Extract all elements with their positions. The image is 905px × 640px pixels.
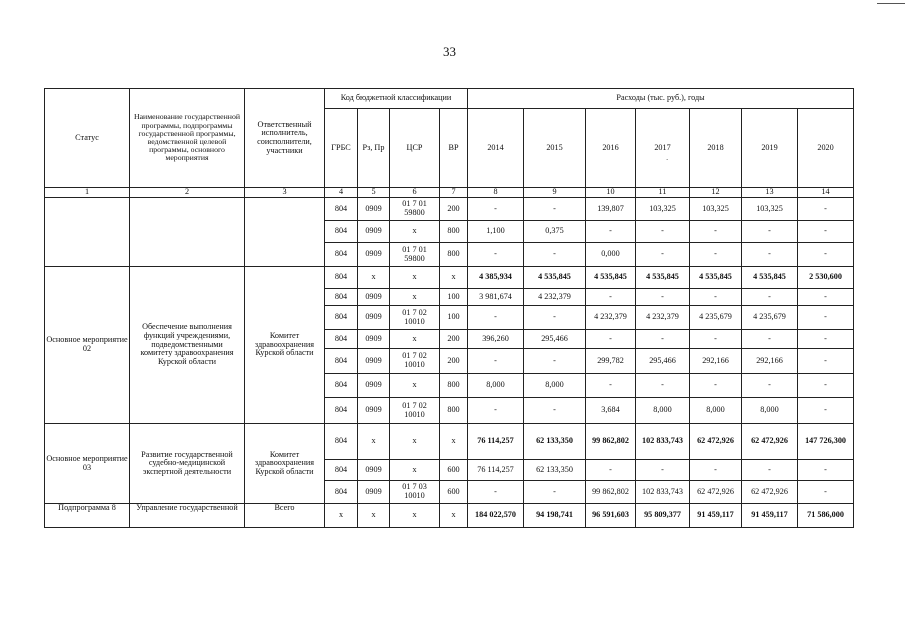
header-year: 2020: [798, 109, 854, 188]
value-cell: 103,325: [742, 198, 798, 221]
value-cell: -: [468, 243, 524, 267]
rzpr-cell: 0909: [358, 398, 390, 424]
value-cell: 292,166: [742, 349, 798, 374]
header-budget-code: Код бюджетной классификации: [325, 89, 468, 109]
header-name: Наименование государственной программы, подпрограммы государственной программы, ведомственной целевой программы, основного мероприятия: [130, 89, 245, 188]
col-number: 5: [358, 188, 390, 198]
value-cell: -: [636, 289, 690, 306]
grbs-cell: 804: [325, 243, 358, 267]
value-cell: -: [798, 460, 854, 481]
col-number: 7: [440, 188, 468, 198]
csr-cell: 01 7 01 59800: [390, 198, 440, 221]
value-cell: -: [742, 289, 798, 306]
col-number: 3: [245, 188, 325, 198]
value-cell: -: [742, 221, 798, 243]
value-cell: 102 833,743: [636, 424, 690, 460]
csr-cell: х: [390, 374, 440, 398]
value-cell: -: [586, 374, 636, 398]
top-edge-line: [877, 3, 905, 4]
header-executor: Ответственный исполнитель, соисполнители, участники: [245, 89, 325, 188]
tick-mark: `: [666, 158, 669, 166]
value-cell: 4 535,845: [690, 267, 742, 289]
value-cell: 4 535,845: [586, 267, 636, 289]
rzpr-cell: 0909: [358, 289, 390, 306]
rzpr-cell: 0909: [358, 374, 390, 398]
rzpr-cell: 0909: [358, 349, 390, 374]
grbs-cell: 804: [325, 330, 358, 349]
grbs-cell: х: [325, 504, 358, 528]
vr-cell: 200: [440, 330, 468, 349]
col-number: 13: [742, 188, 798, 198]
vr-cell: 100: [440, 289, 468, 306]
value-cell: 8,000: [524, 374, 586, 398]
csr-cell: 01 7 02 10010: [390, 306, 440, 330]
value-cell: -: [798, 289, 854, 306]
grbs-cell: 804: [325, 460, 358, 481]
value-cell: -: [524, 243, 586, 267]
value-cell: -: [798, 306, 854, 330]
value-cell: -: [798, 221, 854, 243]
value-cell: -: [742, 243, 798, 267]
csr-cell: х: [390, 504, 440, 528]
header-status: Статус: [45, 89, 130, 188]
value-cell: 292,166: [690, 349, 742, 374]
value-cell: -: [798, 374, 854, 398]
vr-cell: х: [440, 424, 468, 460]
value-cell: -: [690, 243, 742, 267]
value-cell: 62 133,350: [524, 460, 586, 481]
col-number: 2: [130, 188, 245, 198]
executor-cell-empty: [245, 198, 325, 267]
col-number: 9: [524, 188, 586, 198]
value-cell: 147 726,300: [798, 424, 854, 460]
value-cell: -: [690, 374, 742, 398]
header-year: 2016: [586, 109, 636, 188]
value-cell: 99 862,802: [586, 424, 636, 460]
grbs-cell: 804: [325, 374, 358, 398]
page-number: 33: [443, 44, 456, 59]
grbs-cell: 804: [325, 198, 358, 221]
value-cell: -: [468, 306, 524, 330]
grbs-cell: 804: [325, 289, 358, 306]
value-cell: -: [524, 349, 586, 374]
value-cell: 2 530,600: [798, 267, 854, 289]
value-cell: -: [636, 221, 690, 243]
value-cell: 4 535,845: [636, 267, 690, 289]
csr-cell: 01 7 01 59800: [390, 243, 440, 267]
col-number: 10: [586, 188, 636, 198]
col-number: 14: [798, 188, 854, 198]
csr-cell: 01 7 02 10010: [390, 349, 440, 374]
header-year: 2014: [468, 109, 524, 188]
csr-cell: х: [390, 460, 440, 481]
header-year: 2015: [524, 109, 586, 188]
value-cell: 4 235,679: [742, 306, 798, 330]
value-cell: 62 472,926: [742, 424, 798, 460]
column-number-row: [45, 188, 854, 198]
header-csr: ЦСР: [390, 109, 440, 188]
name-cell: Развитие государственной судебно-медицинской экспертной деятельности: [130, 424, 245, 504]
table-row: [45, 198, 854, 221]
rzpr-cell: 0909: [358, 198, 390, 221]
value-cell: 62 472,926: [690, 481, 742, 504]
value-cell: 8,000: [636, 398, 690, 424]
csr-cell: 01 7 03 10010: [390, 481, 440, 504]
value-cell: 4 232,379: [524, 289, 586, 306]
name-cell: Обеспечение выполнения функций учреждениями, подведомственными комитету здравоохранения Курской области: [130, 267, 245, 424]
header-vr: ВР: [440, 109, 468, 188]
value-cell: -: [524, 198, 586, 221]
header-year: [636, 109, 690, 188]
rzpr-cell: х: [358, 267, 390, 289]
value-cell: -: [742, 460, 798, 481]
value-cell: 295,466: [524, 330, 586, 349]
value-cell: -: [798, 198, 854, 221]
executor-cell: Комитет здравоохранения Курской области: [245, 424, 325, 504]
vr-cell: 200: [440, 349, 468, 374]
value-cell: 299,782: [586, 349, 636, 374]
value-cell: 99 862,802: [586, 481, 636, 504]
value-cell: -: [798, 398, 854, 424]
col-number: 8: [468, 188, 524, 198]
value-cell: 62 472,926: [742, 481, 798, 504]
csr-cell: х: [390, 221, 440, 243]
rzpr-cell: 0909: [358, 306, 390, 330]
value-cell: 96 591,603: [586, 504, 636, 528]
grbs-cell: 804: [325, 398, 358, 424]
col-number: 1: [45, 188, 130, 198]
csr-cell: х: [390, 424, 440, 460]
table-row: [45, 424, 854, 460]
value-cell: -: [524, 481, 586, 504]
value-cell: -: [636, 374, 690, 398]
status-cell: Подпрограмма 8: [45, 504, 130, 528]
value-cell: 102 833,743: [636, 481, 690, 504]
value-cell: 8,000: [690, 398, 742, 424]
budget-table: [44, 88, 854, 528]
value-cell: -: [468, 349, 524, 374]
value-cell: -: [690, 221, 742, 243]
value-cell: 139,807: [586, 198, 636, 221]
value-cell: 0,375: [524, 221, 586, 243]
value-cell: 103,325: [690, 198, 742, 221]
value-cell: 3,684: [586, 398, 636, 424]
vr-cell: 800: [440, 374, 468, 398]
value-cell: -: [690, 289, 742, 306]
value-cell: -: [586, 289, 636, 306]
value-cell: 62 133,350: [524, 424, 586, 460]
table-row: [45, 504, 854, 528]
status-cell: Основное мероприятие 02: [45, 267, 130, 424]
value-cell: 76 114,257: [468, 460, 524, 481]
grbs-cell: 804: [325, 349, 358, 374]
value-cell: -: [636, 243, 690, 267]
grbs-cell: 804: [325, 221, 358, 243]
value-cell: 4 232,379: [636, 306, 690, 330]
name-cell-empty: [130, 198, 245, 267]
rzpr-cell: 0909: [358, 460, 390, 481]
grbs-cell: 804: [325, 267, 358, 289]
executor-cell: Всего: [245, 504, 325, 528]
value-cell: 103,325: [636, 198, 690, 221]
vr-cell: 800: [440, 243, 468, 267]
rzpr-cell: х: [358, 504, 390, 528]
vr-cell: 800: [440, 221, 468, 243]
col-number: 4: [325, 188, 358, 198]
rzpr-cell: 0909: [358, 481, 390, 504]
value-cell: 95 809,377: [636, 504, 690, 528]
value-cell: 4 535,845: [742, 267, 798, 289]
rzpr-cell: 0909: [358, 243, 390, 267]
value-cell: 1,100: [468, 221, 524, 243]
value-cell: 3 981,674: [468, 289, 524, 306]
value-cell: -: [586, 460, 636, 481]
value-cell: -: [798, 481, 854, 504]
value-cell: -: [690, 460, 742, 481]
value-cell: 4 235,679: [690, 306, 742, 330]
value-cell: -: [742, 330, 798, 349]
csr-cell: 01 7 02 10010: [390, 398, 440, 424]
value-cell: -: [690, 330, 742, 349]
value-cell: 71 586,000: [798, 504, 854, 528]
col-number: 6: [390, 188, 440, 198]
vr-cell: 600: [440, 481, 468, 504]
csr-cell: х: [390, 330, 440, 349]
executor-cell: Комитет здравоохранения Курской области: [245, 267, 325, 424]
rzpr-cell: 0909: [358, 330, 390, 349]
grbs-cell: 804: [325, 306, 358, 330]
name-cell: Управление государственной: [130, 504, 245, 528]
value-cell: -: [636, 330, 690, 349]
vr-cell: 100: [440, 306, 468, 330]
vr-cell: х: [440, 504, 468, 528]
value-cell: 295,466: [636, 349, 690, 374]
value-cell: -: [798, 330, 854, 349]
value-cell: 396,260: [468, 330, 524, 349]
status-cell-empty: [45, 198, 130, 267]
header-year-label: 2017: [654, 142, 671, 152]
value-cell: 8,000: [468, 374, 524, 398]
col-number: 12: [690, 188, 742, 198]
header-expenses: Расходы (тыс. руб.), годы: [468, 89, 854, 109]
value-cell: -: [636, 460, 690, 481]
value-cell: 4 535,845: [524, 267, 586, 289]
value-cell: -: [798, 243, 854, 267]
value-cell: -: [468, 198, 524, 221]
value-cell: 184 022,570: [468, 504, 524, 528]
vr-cell: х: [440, 267, 468, 289]
grbs-cell: 804: [325, 481, 358, 504]
vr-cell: 200: [440, 198, 468, 221]
vr-cell: 600: [440, 460, 468, 481]
value-cell: 94 198,741: [524, 504, 586, 528]
header-row-1: [45, 89, 854, 109]
value-cell: 4 385,934: [468, 267, 524, 289]
value-cell: 4 232,379: [586, 306, 636, 330]
value-cell: 0,000: [586, 243, 636, 267]
header-grbs: ГРБС: [325, 109, 358, 188]
rzpr-cell: х: [358, 424, 390, 460]
csr-cell: х: [390, 289, 440, 306]
grbs-cell: 804: [325, 424, 358, 460]
value-cell: -: [468, 398, 524, 424]
value-cell: -: [586, 330, 636, 349]
col-number: 11: [636, 188, 690, 198]
header-rzpr: Рз, Пр: [358, 109, 390, 188]
header-year: 2019: [742, 109, 798, 188]
value-cell: 8,000: [742, 398, 798, 424]
value-cell: -: [586, 221, 636, 243]
value-cell: -: [524, 398, 586, 424]
vr-cell: 800: [440, 398, 468, 424]
value-cell: -: [798, 349, 854, 374]
status-cell: Основное мероприятие 03: [45, 424, 130, 504]
value-cell: -: [468, 481, 524, 504]
table-row: [45, 267, 854, 289]
value-cell: 62 472,926: [690, 424, 742, 460]
value-cell: -: [524, 306, 586, 330]
header-year: 2018: [690, 109, 742, 188]
value-cell: 91 459,117: [742, 504, 798, 528]
value-cell: 91 459,117: [690, 504, 742, 528]
rzpr-cell: 0909: [358, 221, 390, 243]
csr-cell: х: [390, 267, 440, 289]
value-cell: -: [742, 374, 798, 398]
value-cell: 76 114,257: [468, 424, 524, 460]
